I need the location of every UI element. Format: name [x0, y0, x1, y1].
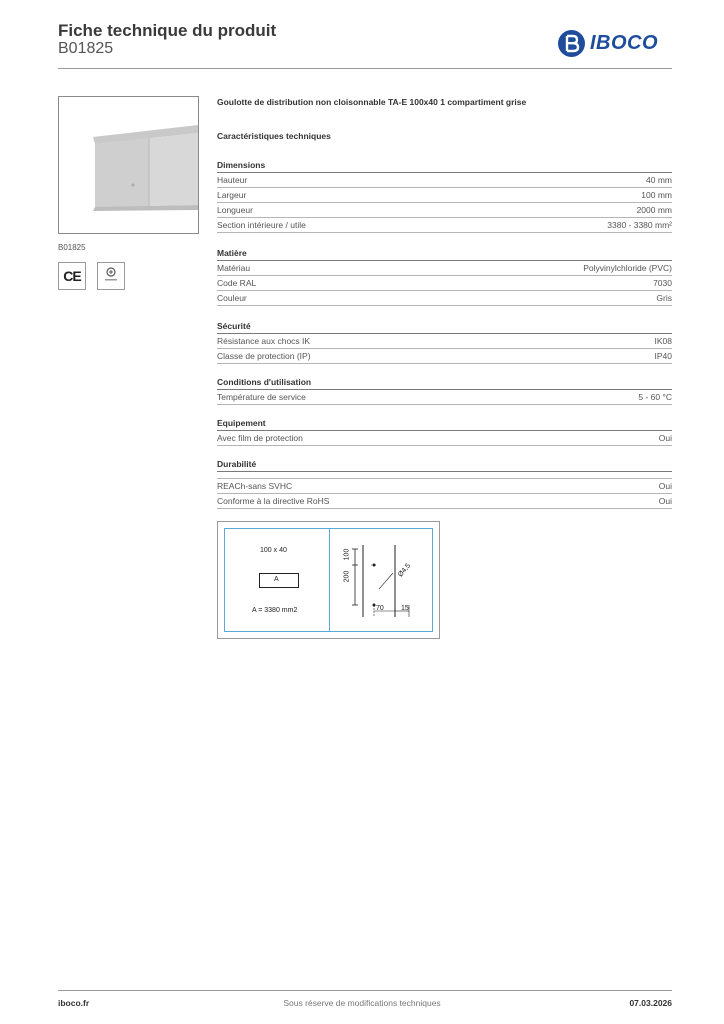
table-row — [217, 276, 672, 291]
table-row — [217, 188, 672, 203]
dim-hole: Ø4,5 — [397, 562, 413, 579]
row-label: Code RAL — [217, 278, 257, 288]
row-value: Oui — [658, 433, 672, 443]
row-label: Longueur — [217, 205, 253, 215]
row-value: IK08 — [654, 336, 672, 346]
brand-name: IBOCO — [590, 31, 659, 54]
row-label: Classe de protection (IP) — [217, 351, 311, 361]
page-title: Fiche technique du produit — [58, 21, 277, 40]
dim-100: 100 — [343, 548, 351, 561]
table-row — [217, 349, 672, 364]
section-title-conditions: Conditions d'utilisation — [217, 375, 672, 390]
table-row — [217, 334, 672, 349]
table-row — [217, 479, 672, 494]
section-title-durability: Durabilité — [217, 457, 672, 472]
section-title-dimensions: Dimensions — [217, 158, 672, 173]
row-label: Température de service — [217, 392, 306, 402]
product-code: B01825 — [58, 40, 114, 57]
table-row — [217, 218, 672, 233]
section-title-material: Matière — [217, 246, 672, 261]
characteristics-title: Caractéristiques techniques — [217, 131, 331, 141]
area-label: A = 3380 mm2 — [252, 607, 298, 614]
row-label: Conforme à la directive RoHS — [217, 496, 330, 506]
product-name: Goulotte de distribution non cloisonnable TA-E 100x40 1 compartiment grise — [217, 97, 527, 107]
footer-website: iboco.fr — [58, 998, 90, 1008]
section-letter: A — [274, 576, 279, 583]
dim-200: 200 — [343, 570, 351, 583]
row-value: Oui — [658, 481, 672, 491]
row-value: 7030 — [653, 278, 672, 288]
row-value: Polyvinylchloride (PVC) — [583, 263, 672, 273]
logo-mark-icon — [558, 30, 585, 57]
footer-divider — [58, 990, 672, 991]
drawing-frame — [224, 528, 433, 632]
row-label: REACh-sans SVHC — [217, 481, 293, 491]
row-label: Section intérieure / utile — [217, 220, 306, 230]
row-label: Hauteur — [217, 175, 248, 185]
section-title-safety: Sécurité — [217, 319, 672, 334]
technical-drawing — [217, 521, 440, 639]
product-photo — [58, 96, 199, 234]
row-label: Résistance aux chocs IK — [217, 336, 311, 346]
table-row — [217, 173, 672, 188]
row-label: Avec film de protection — [217, 433, 303, 443]
dim-70: 70 — [376, 605, 384, 612]
table-row — [217, 431, 672, 446]
photo-caption: B01825 — [58, 243, 86, 252]
row-label: Couleur — [217, 293, 247, 303]
row-value: Gris — [656, 293, 672, 303]
table-row — [217, 494, 672, 509]
row-value: IP40 — [654, 351, 672, 361]
row-value: 5 - 60 °C — [638, 392, 672, 402]
table-row — [217, 390, 672, 405]
table-row — [217, 261, 672, 276]
footer-date: 07.03.2026 — [629, 998, 672, 1008]
header-divider — [58, 68, 672, 69]
certification-icon — [97, 262, 125, 290]
drawing-divider — [329, 529, 330, 631]
product-details — [217, 96, 672, 540]
footer-disclaimer: Sous réserve de modifications techniques — [283, 998, 441, 1008]
row-value: 2000 mm — [636, 205, 672, 215]
row-label: Largeur — [217, 190, 247, 200]
ce-mark-icon: CE — [58, 262, 86, 290]
row-label: Matériau — [217, 263, 251, 273]
table-row — [217, 203, 672, 218]
size-label: 100 x 40 — [260, 547, 287, 554]
cross-section-shape — [259, 573, 299, 588]
section-title-equipment: Equipement — [217, 416, 672, 431]
dim-15: 15 — [401, 605, 409, 612]
row-value: 40 mm — [646, 175, 672, 185]
row-value: Oui — [658, 496, 672, 506]
row-value: 3380 - 3380 mm² — [607, 220, 672, 230]
table-row — [217, 291, 672, 306]
row-value: 100 mm — [641, 190, 672, 200]
brand-logo — [558, 28, 674, 58]
